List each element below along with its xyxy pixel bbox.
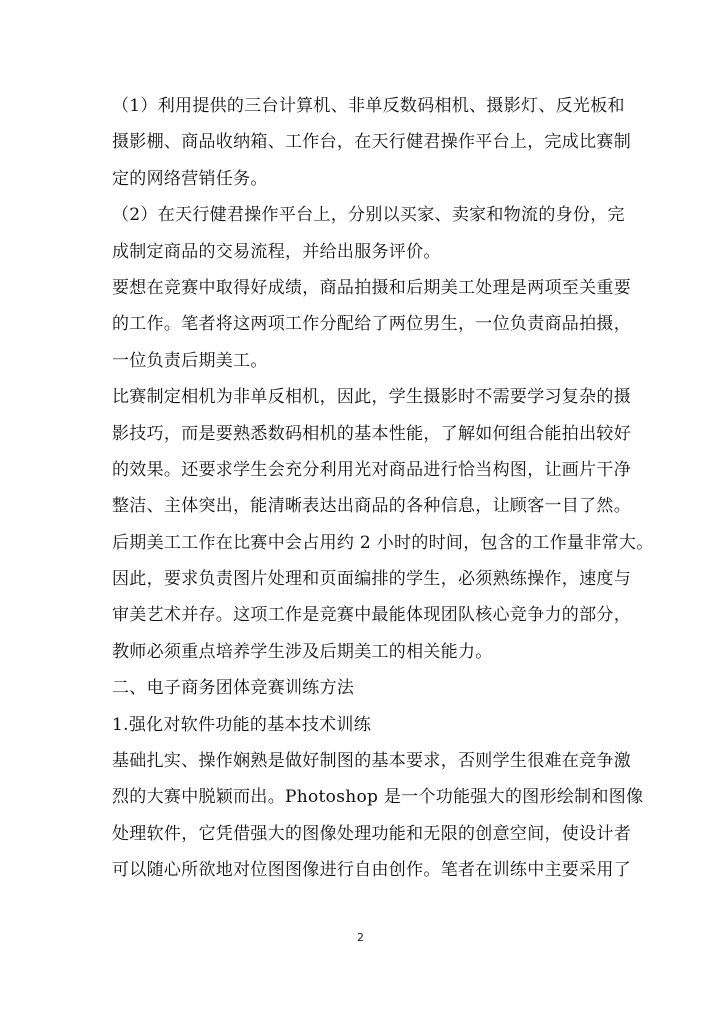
section-heading: 二、电子商务团体竞赛训练方法 xyxy=(112,678,355,699)
body-text xyxy=(112,88,654,889)
text-line: 摄影棚、商品收纳箱、工作台，在天行健君操作平台上，完成比赛制 xyxy=(112,132,631,153)
text-line: 可以随心所欲地对位图图像进行自由创作。笔者在训练中主要采用了 xyxy=(112,860,631,881)
text-line: （1）利用提供的三台计算机、非单反数码相机、摄影灯、反光板和 xyxy=(112,96,625,116)
text-line: 一位负责后期美工。 xyxy=(112,350,268,371)
text-line: 处理软件，它凭借强大的图像处理功能和无限的创意空间，使设计者 xyxy=(112,823,631,844)
text-line: 烈的大赛中脱颖而出。Photoshop 是一个功能强大的图形绘制和图像 xyxy=(112,787,644,808)
page-number: 2 xyxy=(357,931,364,944)
text-line: 定的网络营销任务。 xyxy=(112,168,268,189)
text-line: 审美艺术并存。这项工作是竞赛中最能体现团队核心竞争力的部分， xyxy=(112,605,631,626)
text-line: 影技巧，而是要熟悉数码相机的基本性能，了解如何组合能拍出较好 xyxy=(112,423,631,444)
text-line: 因此，要求负责图片处理和页面编排的学生，必须熟练操作，速度与 xyxy=(112,569,631,590)
subsection-heading: 1.强化对软件功能的基本技术训练 xyxy=(112,714,372,735)
text-line: 比赛制定相机为非单反相机，因此，学生摄影时不需要学习复杂的摄 xyxy=(112,387,631,408)
text-line: 教师必须重点培养学生涉及后期美工的相关能力。 xyxy=(112,641,493,662)
text-line: 的工作。笔者将这两项工作分配给了两位男生，一位负责商品拍摄， xyxy=(112,314,631,335)
text-line: 的效果。还要求学生会充分利用光对商品进行恰当构图，让画片干净 xyxy=(112,459,631,480)
text-line: 整洁、主体突出，能清晰表达出商品的各种信息，让顾客一目了然。 xyxy=(112,496,631,517)
text-line: 基础扎实、操作娴熟是做好制图的基本要求，否则学生很难在竞争激 xyxy=(112,751,631,772)
text-line: （2）在天行健君操作平台上，分别以买家、卖家和物流的身份，完 xyxy=(112,205,625,226)
text-line: 要想在竞赛中取得好成绩，商品拍摄和后期美工处理是两项至关重要 xyxy=(112,277,631,298)
text-line: 成制定商品的交易流程，并给出服务评价。 xyxy=(112,241,441,262)
text-line: 后期美工工作在比赛中会占用约 2 小时的时间，包含的工作量非常大。 xyxy=(112,532,654,553)
